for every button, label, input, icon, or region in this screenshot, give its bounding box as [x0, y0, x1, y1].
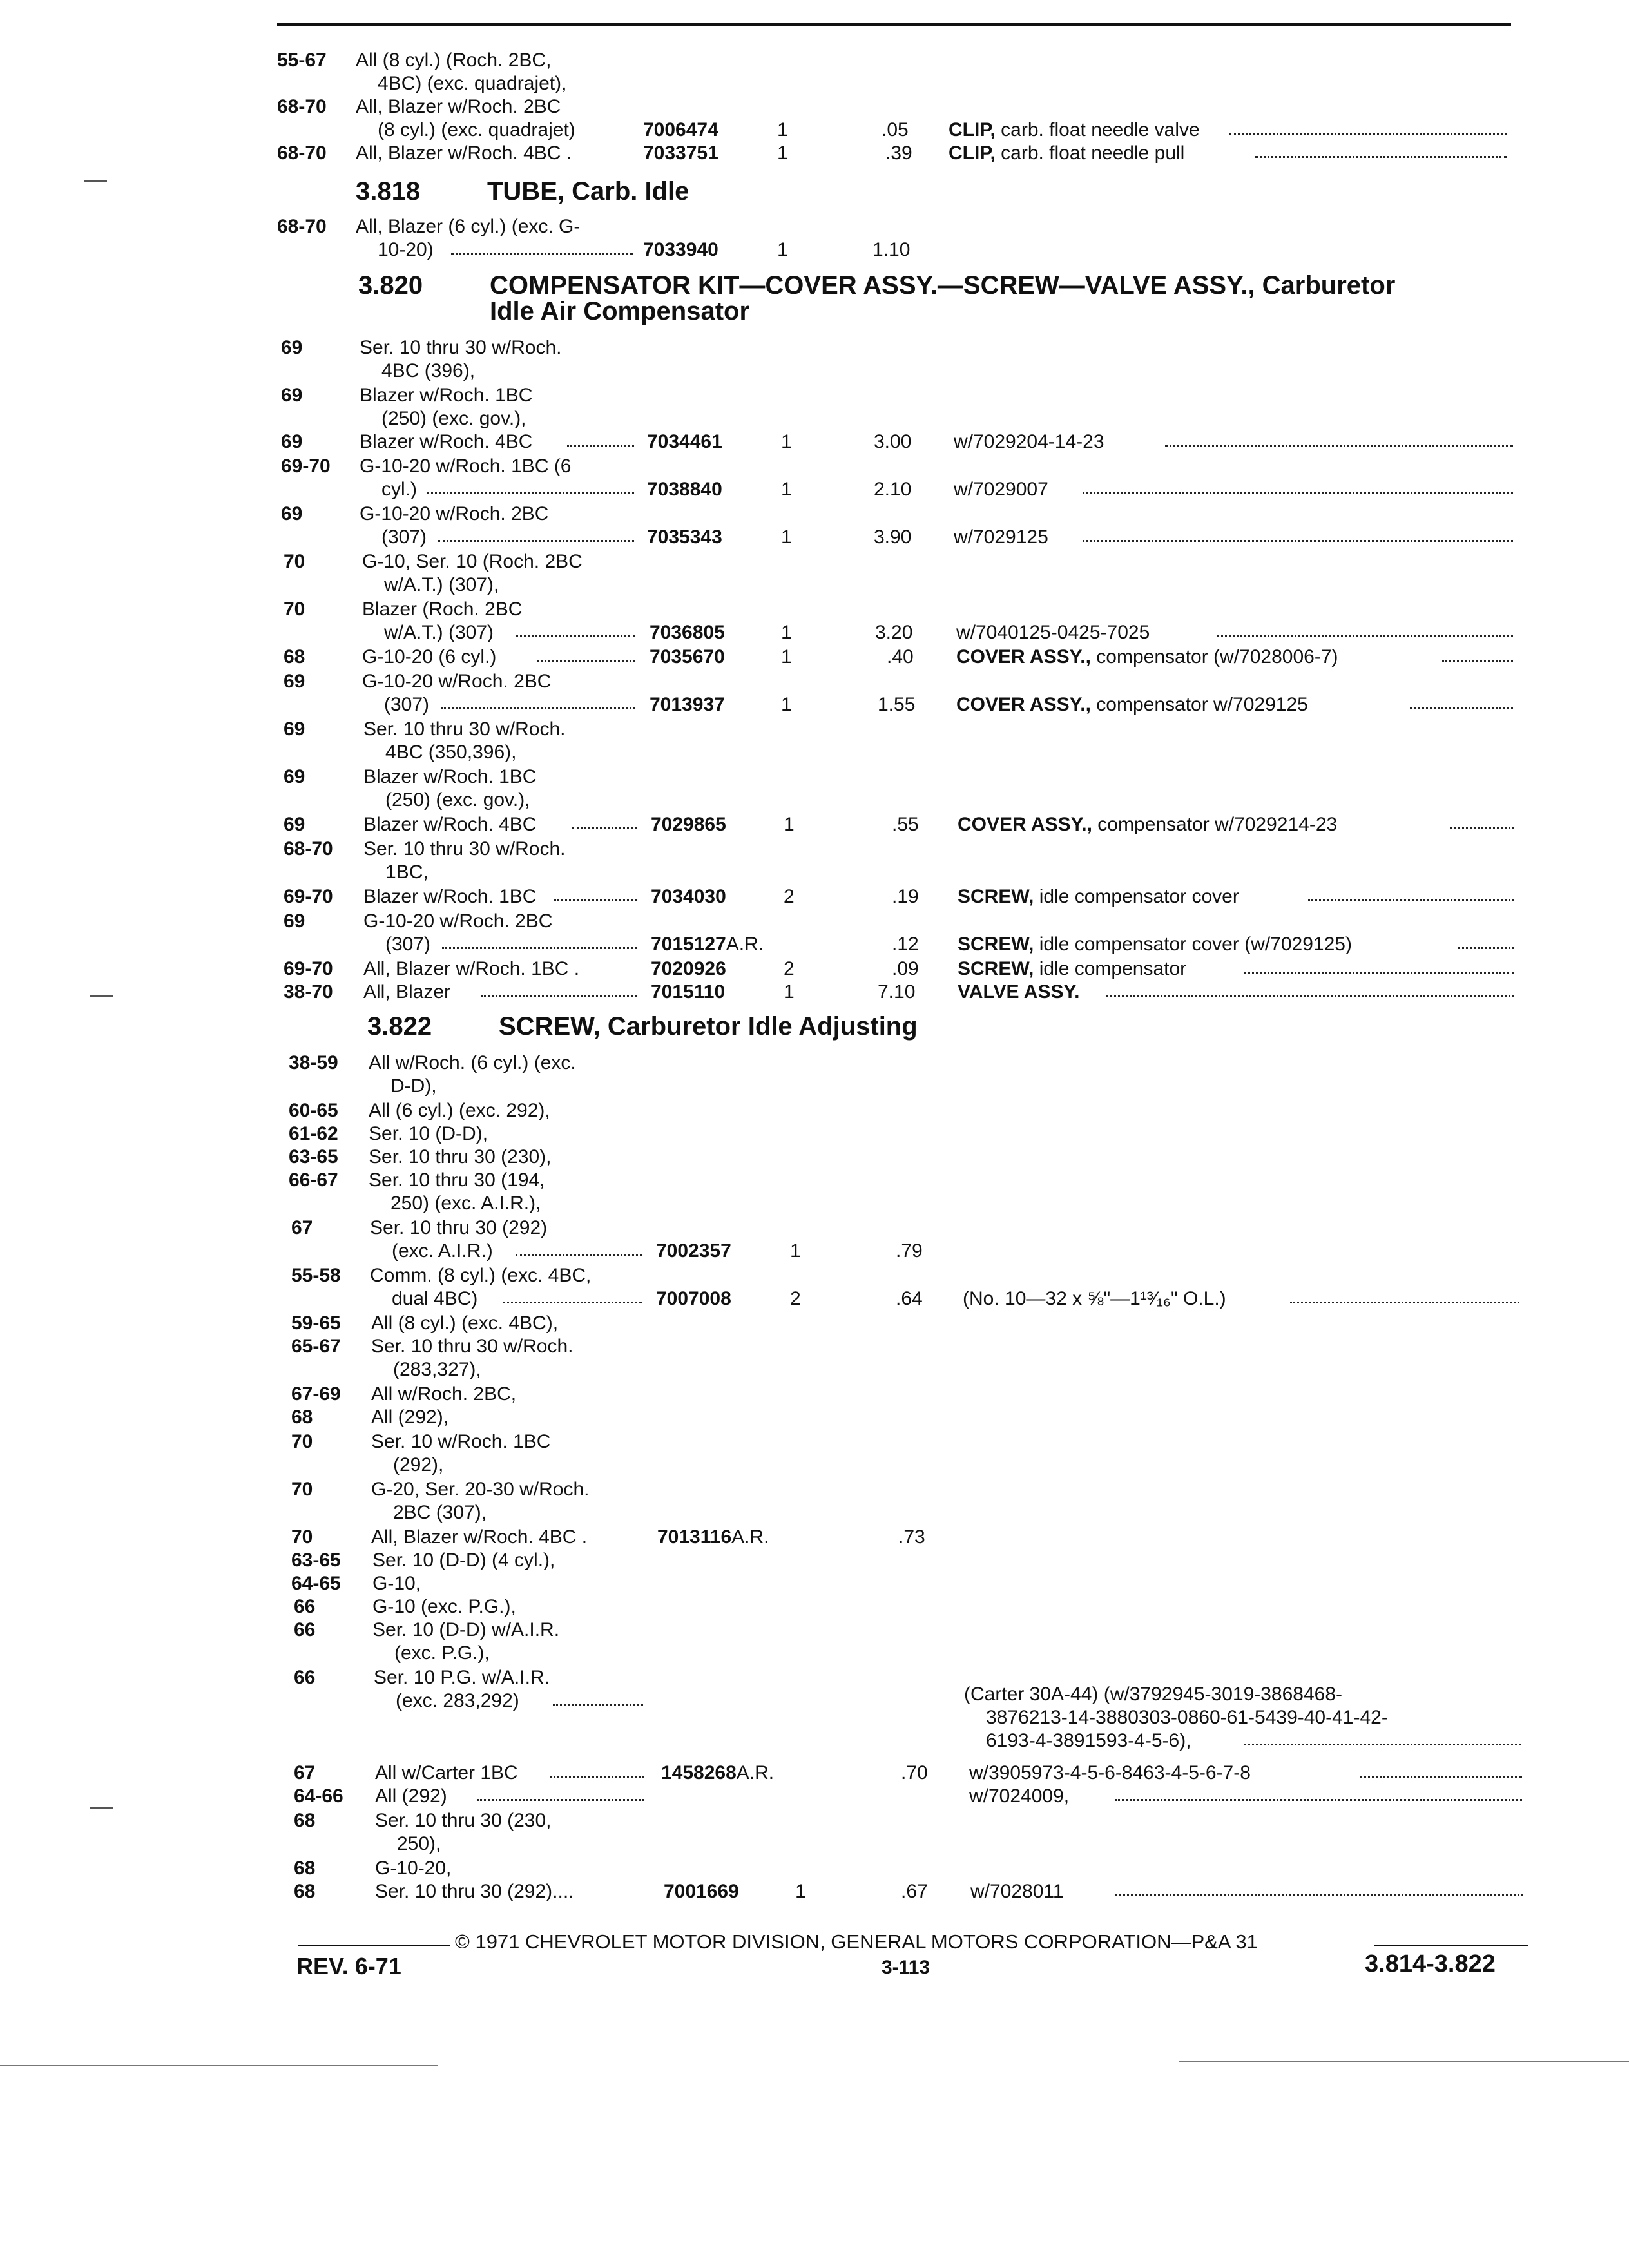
part-name: CLIP, [949, 119, 996, 140]
part-number: 7013937 [650, 694, 725, 715]
model-application: All (292), [371, 1407, 449, 1428]
dot-leader [1165, 445, 1513, 447]
quantity: 1 [781, 526, 792, 548]
model-application: G-20, Ser. 20-30 w/Roch. [371, 1479, 590, 1500]
part-name: SCREW, [958, 958, 1034, 979]
model-application: Blazer w/Roch. 4BC [360, 431, 533, 452]
model-application: Blazer (Roch. 2BC [362, 599, 523, 620]
model-application: G-10-20 w/Roch. 2BC [363, 910, 553, 932]
year-range: 64-65 [291, 1573, 341, 1594]
part-number: 7001669 [664, 1881, 739, 1902]
quantity: 1 [781, 694, 792, 715]
price: 1.10 [872, 239, 911, 260]
year-range: 65-67 [291, 1336, 341, 1357]
year-range: 69 [284, 671, 305, 692]
price: 7.10 [878, 981, 916, 1003]
part-number-value: 7015127 [651, 934, 726, 955]
year-range: 68 [294, 1881, 316, 1902]
model-application: (283,327), [393, 1359, 481, 1380]
model-application: Blazer w/Roch. 1BC [363, 886, 537, 907]
model-application: (exc. P.G.), [394, 1642, 490, 1664]
model-application: All, Blazer [363, 981, 451, 1003]
dot-leader [1290, 1302, 1519, 1303]
year-range: 67-69 [291, 1383, 341, 1405]
part-description: 3876213-14-3880303-0860-61-5439-40-41-42- [986, 1707, 1388, 1728]
price: .12 [892, 934, 919, 955]
model-application: All (8 cyl.) (exc. 4BC), [371, 1312, 559, 1334]
quantity: 2 [784, 958, 795, 979]
model-application: 4BC) (exc. quadrajet), [378, 73, 567, 94]
quantity: 1 [781, 431, 792, 452]
quantity: 2 [790, 1288, 801, 1309]
price: .39 [885, 142, 912, 164]
model-application: G-10-20 w/Roch. 2BC [360, 503, 549, 524]
year-range: 38-59 [289, 1052, 338, 1073]
model-application: w/A.T.) (307) [384, 622, 494, 643]
model-application: All (8 cyl.) (Roch. 2BC, [356, 50, 552, 71]
part-description [958, 885, 1239, 908]
dot-leader [1115, 1799, 1522, 1801]
model-application: All w/Roch. (6 cyl.) (exc. [369, 1052, 576, 1073]
quantity: 2 [784, 886, 795, 907]
part-number: 7034461 [647, 431, 722, 452]
section-title: SCREW, Carburetor Idle Adjusting [499, 1012, 918, 1041]
dot-leader [537, 660, 635, 662]
part-name: COVER ASSY., [958, 814, 1092, 835]
dot-leader [572, 827, 637, 829]
model-application: 250) (exc. A.I.R.), [390, 1193, 541, 1214]
dot-leader [1217, 635, 1513, 637]
year-range: 69 [281, 431, 303, 452]
price: .79 [896, 1240, 923, 1262]
dot-leader [442, 947, 637, 949]
model-application: Ser. 10 thru 30 w/Roch. [363, 718, 566, 740]
year-range: 66 [294, 1619, 316, 1640]
page-number: 3-113 [882, 1957, 930, 1978]
model-application: w/A.T.) (307), [384, 574, 499, 595]
model-application: 2BC (307), [393, 1502, 487, 1523]
dot-leader [1255, 156, 1507, 158]
year-range: 69 [284, 766, 305, 787]
quantity: 1 [790, 1240, 801, 1262]
part-detail: carb. float needle pull [995, 142, 1185, 164]
part-detail: idle compensator cover [1034, 886, 1239, 907]
year-range: 69-70 [284, 958, 333, 979]
quantity: 1 [781, 479, 792, 500]
part-description: w/3905973-4-5-6-8463-4-5-6-7-8 [969, 1762, 1251, 1783]
year-range: 68-70 [277, 96, 327, 117]
part-description [958, 813, 1337, 836]
model-application: Blazer w/Roch. 4BC [363, 814, 537, 835]
year-range: 69 [284, 718, 305, 740]
part-detail: compensator w/7029125 [1090, 694, 1308, 715]
model-application: Ser. 10 (D-D), [369, 1123, 488, 1144]
model-application: All, Blazer w/Roch. 2BC [356, 96, 561, 117]
dot-leader [1106, 995, 1514, 997]
year-range: 68 [291, 1407, 313, 1428]
model-application: Ser. 10 (D-D) (4 cyl.), [372, 1550, 555, 1571]
dot-leader [1244, 1744, 1521, 1745]
model-application: (250) (exc. gov.), [385, 789, 530, 811]
model-application: (250) (exc. gov.), [381, 408, 526, 429]
part-description [958, 981, 1080, 1004]
year-range: 70 [291, 1431, 313, 1452]
part-name: SCREW, [958, 934, 1034, 955]
top-rule [277, 23, 1511, 26]
scan-line-left [0, 2065, 438, 2066]
part-number [657, 1526, 769, 1549]
model-application: (exc. 283,292) [396, 1690, 519, 1711]
year-range: 70 [291, 1479, 313, 1500]
part-description: w/7029007 [954, 479, 1048, 500]
part-number: 7034030 [651, 886, 726, 907]
dot-leader [427, 492, 634, 494]
dot-leader [554, 899, 637, 901]
model-application: All (6 cyl.) (exc. 292), [369, 1100, 550, 1121]
dot-leader [1244, 972, 1514, 974]
quantity: A.R. [726, 934, 764, 955]
model-application: All, Blazer (6 cyl.) (exc. G- [356, 216, 581, 237]
year-range: 55-58 [291, 1265, 341, 1286]
year-range: 61-62 [289, 1123, 338, 1144]
dot-leader [503, 1302, 642, 1303]
dot-leader [481, 995, 637, 997]
model-application: 1BC, [385, 861, 429, 883]
quantity: 1 [784, 814, 795, 835]
price: .70 [901, 1762, 928, 1783]
price: .40 [887, 646, 914, 668]
model-application: G-10, [372, 1573, 421, 1594]
year-range: 63-65 [289, 1146, 338, 1168]
model-application: Ser. 10 thru 30 (230), [369, 1146, 552, 1168]
part-name: CLIP, [949, 142, 996, 164]
margin-mark [90, 995, 113, 997]
model-application: (307) [384, 694, 430, 715]
model-application: Ser. 10 P.G. w/A.I.R. [374, 1667, 550, 1688]
year-range: 64-66 [294, 1785, 343, 1807]
year-range: 68 [294, 1858, 316, 1879]
year-range: 68-70 [277, 142, 327, 164]
model-application: Ser. 10 thru 30 (292).... [375, 1881, 574, 1902]
model-application: 250), [397, 1833, 441, 1854]
year-range: 70 [284, 599, 305, 620]
part-description: (Carter 30A-44) (w/3792945-3019-3868468- [964, 1684, 1343, 1705]
price: .09 [892, 958, 919, 979]
footer-rule-right [1374, 1945, 1528, 1946]
quantity: 1 [795, 1881, 806, 1902]
part-description: w/7028011 [970, 1881, 1064, 1902]
part-number [651, 933, 764, 956]
part-description [949, 142, 1184, 165]
dot-leader [1083, 492, 1513, 494]
year-range: 69 [281, 385, 303, 406]
quantity: 1 [777, 239, 788, 260]
dot-leader [1458, 947, 1514, 949]
scan-line-right [1179, 2061, 1629, 2062]
year-range: 69 [281, 337, 303, 358]
part-description: w/7029204-14-23 [954, 431, 1104, 452]
part-number: 7038840 [647, 479, 722, 500]
copyright-line: © 1971 CHEVROLET MOTOR DIVISION, GENERAL MOTORS CORPORATION—P&A 31 [455, 1930, 1258, 1953]
dot-leader [477, 1799, 644, 1801]
dot-leader [516, 1254, 642, 1256]
year-range: 67 [294, 1762, 316, 1783]
footer-rule-left [298, 1945, 450, 1946]
model-application: Ser. 10 thru 30 w/Roch. [360, 337, 562, 358]
dot-leader [1442, 660, 1513, 662]
model-application: Ser. 10 thru 30 (194, [369, 1169, 545, 1191]
year-range: 70 [284, 551, 305, 572]
price: .55 [892, 814, 919, 835]
year-range: 69-70 [281, 456, 331, 477]
part-number: 7007008 [656, 1288, 731, 1309]
model-application: All (292) [375, 1785, 447, 1807]
model-application: All, Blazer w/Roch. 4BC . [356, 142, 572, 164]
year-range: 66-67 [289, 1169, 338, 1191]
model-application: Ser. 10 thru 30 (230, [375, 1810, 552, 1831]
part-number: 7033751 [643, 142, 718, 164]
part-description [949, 119, 1200, 142]
model-application: Blazer w/Roch. 1BC [363, 766, 537, 787]
model-application: Comm. (8 cyl.) (exc. 4BC, [370, 1265, 592, 1286]
dot-leader [441, 707, 635, 709]
part-description [956, 646, 1338, 669]
model-application: All w/Carter 1BC [375, 1762, 518, 1783]
model-application: All, Blazer w/Roch. 1BC . [363, 958, 580, 979]
price: 2.10 [874, 479, 912, 500]
part-number: 7002357 [656, 1240, 731, 1262]
dot-leader [553, 1704, 643, 1706]
model-application: Blazer w/Roch. 1BC [360, 385, 533, 406]
part-detail: idle compensator [1034, 958, 1187, 979]
model-application: G-10-20 (6 cyl.) [362, 646, 497, 668]
year-range: 60-65 [289, 1100, 338, 1121]
year-range: 69 [281, 503, 303, 524]
part-number: 7006474 [643, 119, 718, 140]
price: .64 [896, 1288, 923, 1309]
year-range: 69-70 [284, 886, 333, 907]
part-description [958, 957, 1186, 981]
part-number: 7033940 [643, 239, 718, 260]
quantity: 1 [781, 622, 792, 643]
dot-leader [1360, 1776, 1522, 1778]
part-name: COVER ASSY., [956, 694, 1091, 715]
part-number [661, 1762, 774, 1785]
price: 3.90 [874, 526, 912, 548]
model-application: 4BC (350,396), [385, 742, 517, 763]
year-range: 69 [284, 910, 305, 932]
part-description: w/7040125-0425-7025 [956, 622, 1150, 643]
year-range: 66 [294, 1667, 316, 1688]
model-application: Ser. 10 (D-D) w/A.I.R. [372, 1619, 560, 1640]
quantity: 1 [784, 981, 795, 1003]
margin-mark [84, 180, 107, 182]
year-range: 69 [284, 814, 305, 835]
year-range: 70 [291, 1526, 313, 1548]
part-number: 7029865 [651, 814, 726, 835]
quantity: 1 [777, 119, 788, 140]
part-detail: idle compensator cover (w/7029125) [1034, 934, 1352, 955]
part-name: COVER ASSY., [956, 646, 1091, 668]
part-description [956, 693, 1308, 716]
price: 3.00 [874, 431, 912, 452]
part-description: w/7029125 [954, 526, 1048, 548]
part-number: 7035343 [647, 526, 722, 548]
model-application: G-10-20, [375, 1858, 452, 1879]
revision-label: REV. 6-71 [296, 1953, 401, 1979]
model-application: (8 cyl.) (exc. quadrajet) [378, 119, 575, 140]
part-number: 7036805 [650, 622, 725, 643]
price: 3.20 [875, 622, 913, 643]
part-description [958, 933, 1352, 956]
year-range: 68 [284, 646, 305, 668]
section-number: 3.818 [356, 177, 421, 206]
year-range: 67 [291, 1217, 313, 1238]
year-range: 55-67 [277, 50, 327, 71]
dot-leader [1115, 1894, 1523, 1896]
part-detail: compensator w/7029214-23 [1092, 814, 1338, 835]
part-description: w/7024009, [969, 1785, 1070, 1807]
part-number-value: 7013116 [657, 1526, 732, 1548]
dot-leader [550, 1776, 644, 1778]
quantity: 1 [777, 142, 788, 164]
price: .73 [898, 1526, 925, 1548]
section-number: 3.820 [358, 271, 423, 300]
part-number: 7035670 [650, 646, 725, 668]
model-application: (exc. A.I.R.) [392, 1240, 493, 1262]
model-application: G-10-20 w/Roch. 2BC [362, 671, 552, 692]
model-application: All w/Roch. 2BC, [371, 1383, 517, 1405]
margin-mark [90, 1807, 113, 1809]
model-application: cyl.) [381, 479, 417, 500]
model-application: 4BC (396), [381, 360, 476, 381]
part-number: 7015110 [651, 981, 726, 1003]
quantity: A.R. [731, 1526, 769, 1548]
model-application: Ser. 10 thru 30 w/Roch. [371, 1336, 574, 1357]
model-application: All, Blazer w/Roch. 4BC . [371, 1526, 588, 1548]
part-detail: carb. float needle valve [995, 119, 1200, 140]
part-detail: compensator (w/7028006-7) [1090, 646, 1338, 668]
part-number-value: 1458268 [661, 1762, 737, 1783]
dot-leader [451, 253, 633, 255]
year-range: 68-70 [277, 216, 327, 237]
dot-leader [516, 635, 635, 637]
model-application: Ser. 10 w/Roch. 1BC [371, 1431, 551, 1452]
part-number: 7020926 [651, 958, 726, 979]
section-number: 3.822 [367, 1012, 432, 1041]
quantity: A.R. [736, 1762, 775, 1783]
year-range: 68 [294, 1810, 316, 1831]
dot-leader [567, 445, 634, 447]
section-title-continued: Idle Air Compensator [490, 297, 750, 325]
dot-leader [1450, 827, 1514, 829]
model-application: (307) [381, 526, 427, 548]
part-description: 6193-4-3891593-4-5-6), [986, 1730, 1191, 1751]
year-range: 63-65 [291, 1550, 341, 1571]
model-application: (307) [385, 934, 431, 955]
price: .05 [882, 119, 909, 140]
section-title: TUBE, Carb. Idle [487, 177, 689, 206]
quantity: 1 [781, 646, 792, 668]
section-title: COMPENSATOR KIT—COVER ASSY.—SCREW—VALVE ASSY., Carburetor [490, 271, 1396, 300]
part-name: SCREW, [958, 886, 1034, 907]
dot-leader [1308, 899, 1514, 901]
dot-leader [1083, 540, 1513, 542]
year-range: 66 [294, 1596, 316, 1617]
year-range: 59-65 [291, 1312, 341, 1334]
price: 1.55 [878, 694, 916, 715]
part-name: VALVE ASSY. [958, 981, 1080, 1003]
section-range: 3.814-3.822 [1365, 1950, 1496, 1977]
model-application: G-10, Ser. 10 (Roch. 2BC [362, 551, 583, 572]
model-application: G-10-20 w/Roch. 1BC (6 [360, 456, 572, 477]
model-application: Ser. 10 thru 30 w/Roch. [363, 838, 566, 860]
model-application: 10-20) [378, 239, 434, 260]
dot-leader [438, 540, 634, 542]
model-application: Ser. 10 thru 30 (292) [370, 1217, 548, 1238]
price: .19 [892, 886, 919, 907]
year-range: 68-70 [284, 838, 333, 860]
year-range: 38-70 [284, 981, 333, 1003]
model-application: dual 4BC) [392, 1288, 478, 1309]
model-application: D-D), [390, 1075, 437, 1097]
price: .67 [901, 1881, 928, 1902]
dot-leader [1229, 133, 1507, 135]
model-application: G-10 (exc. P.G.), [372, 1596, 516, 1617]
model-application: (292), [393, 1454, 444, 1475]
part-description: (No. 10—32 x ⅝"—1¹³⁄₁₆" O.L.) [963, 1288, 1226, 1309]
dot-leader [1410, 707, 1513, 709]
